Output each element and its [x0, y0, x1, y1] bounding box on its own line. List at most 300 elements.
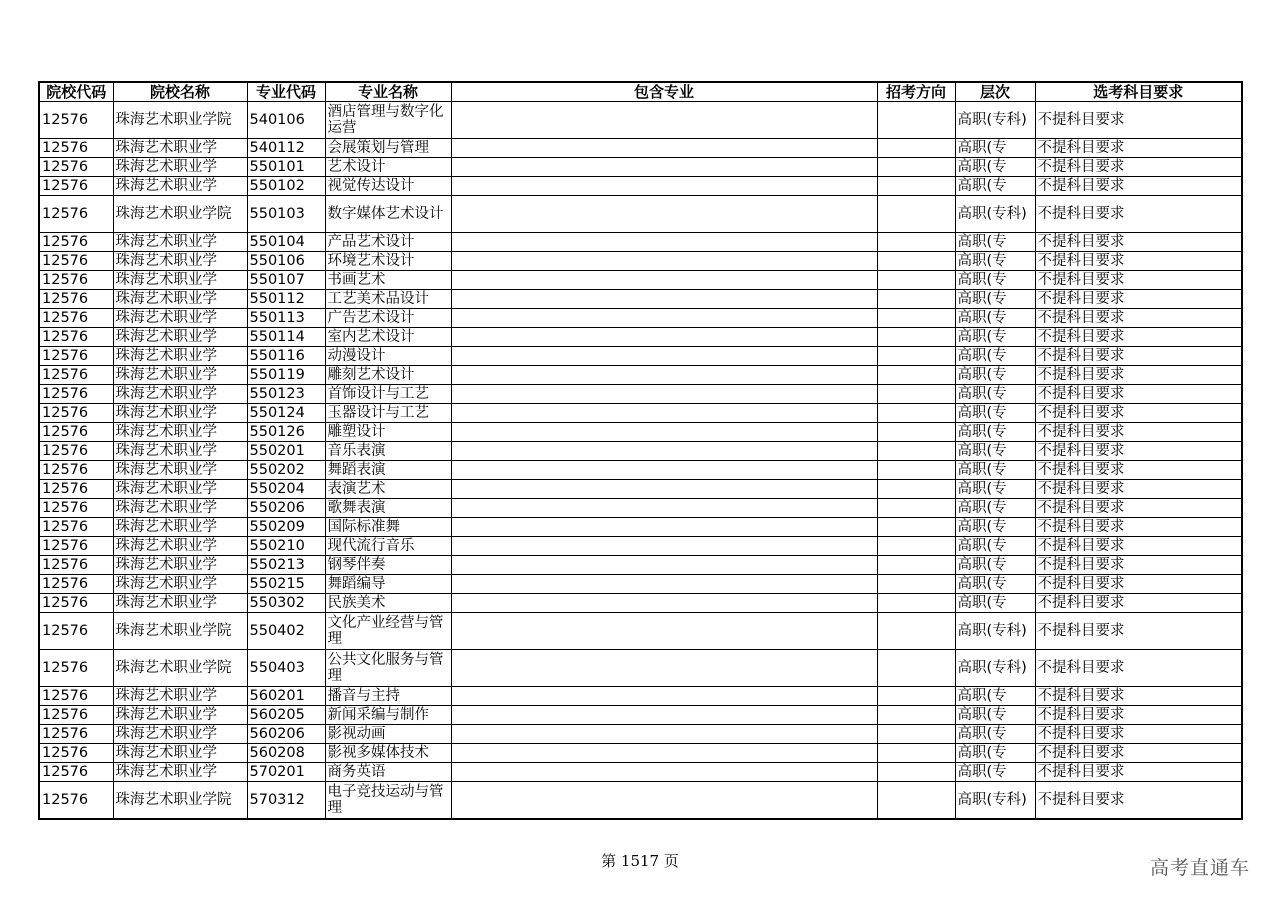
cell-subject-requirement: 不提科目要求 — [1035, 499, 1242, 518]
cell-school-code: 12576 — [39, 782, 113, 820]
cell-included-majors — [451, 499, 877, 518]
cell-level: 高职(专科) — [955, 102, 1035, 139]
header-school-code: 院校代码 — [39, 82, 113, 102]
cell-subject-requirement: 不提科目要求 — [1035, 196, 1242, 233]
cell-school-code: 12576 — [39, 744, 113, 763]
cell-major-code: 560201 — [247, 687, 325, 706]
cell-included-majors — [451, 423, 877, 442]
cell-school-name: 珠海艺术职业学 — [113, 537, 247, 556]
cell-included-majors — [451, 366, 877, 385]
cell-school-name: 珠海艺术职业学 — [113, 309, 247, 328]
cell-subject-requirement: 不提科目要求 — [1035, 177, 1242, 196]
cell-direction — [877, 537, 955, 556]
cell-level: 高职(专 — [955, 271, 1035, 290]
table-row — [39, 102, 1242, 139]
cell-school-name: 珠海艺术职业学院 — [113, 782, 247, 820]
cell-major-code: 550123 — [247, 385, 325, 404]
cell-major-name: 影视多媒体技术 — [325, 744, 451, 763]
admissions-table — [38, 81, 1243, 820]
cell-major-code: 550210 — [247, 537, 325, 556]
cell-subject-requirement: 不提科目要求 — [1035, 706, 1242, 725]
cell-major-code: 550112 — [247, 290, 325, 309]
cell-level: 高职(专 — [955, 139, 1035, 158]
cell-included-majors — [451, 687, 877, 706]
table-row — [39, 706, 1242, 725]
table-row — [39, 309, 1242, 328]
table-row — [39, 744, 1242, 763]
cell-major-code: 560208 — [247, 744, 325, 763]
cell-subject-requirement: 不提科目要求 — [1035, 347, 1242, 366]
cell-included-majors — [451, 328, 877, 347]
cell-direction — [877, 782, 955, 820]
cell-school-name: 珠海艺术职业学 — [113, 480, 247, 499]
watermark: 高考直通车 — [1149, 857, 1250, 879]
cell-major-name: 播音与主持 — [325, 687, 451, 706]
cell-level: 高职(专 — [955, 290, 1035, 309]
cell-school-name: 珠海艺术职业学 — [113, 744, 247, 763]
cell-school-code: 12576 — [39, 556, 113, 575]
cell-level: 高职(专 — [955, 763, 1035, 782]
cell-direction — [877, 252, 955, 271]
cell-included-majors — [451, 461, 877, 480]
cell-subject-requirement: 不提科目要求 — [1035, 518, 1242, 537]
table-row — [39, 650, 1242, 687]
cell-included-majors — [451, 480, 877, 499]
cell-major-code: 550126 — [247, 423, 325, 442]
table-row — [39, 480, 1242, 499]
table-row — [39, 537, 1242, 556]
cell-school-code: 12576 — [39, 442, 113, 461]
cell-school-name: 珠海艺术职业学 — [113, 594, 247, 613]
cell-major-code: 550104 — [247, 233, 325, 252]
cell-subject-requirement: 不提科目要求 — [1035, 442, 1242, 461]
cell-major-name: 表演艺术 — [325, 480, 451, 499]
cell-level: 高职(专 — [955, 687, 1035, 706]
table-row — [39, 613, 1242, 650]
cell-subject-requirement: 不提科目要求 — [1035, 480, 1242, 499]
cell-school-name: 珠海艺术职业学 — [113, 763, 247, 782]
cell-major-name: 书画艺术 — [325, 271, 451, 290]
header-direction: 招考方向 — [877, 82, 955, 102]
cell-subject-requirement: 不提科目要求 — [1035, 687, 1242, 706]
cell-level: 高职(专科) — [955, 196, 1035, 233]
cell-included-majors — [451, 233, 877, 252]
cell-school-code: 12576 — [39, 537, 113, 556]
cell-major-code: 550116 — [247, 347, 325, 366]
cell-major-code: 570201 — [247, 763, 325, 782]
cell-subject-requirement: 不提科目要求 — [1035, 102, 1242, 139]
cell-direction — [877, 177, 955, 196]
cell-school-name: 珠海艺术职业学 — [113, 347, 247, 366]
cell-direction — [877, 556, 955, 575]
cell-direction — [877, 763, 955, 782]
cell-school-name: 珠海艺术职业学 — [113, 290, 247, 309]
table-row — [39, 404, 1242, 423]
cell-major-name: 数字媒体艺术设计 — [325, 196, 451, 233]
table-row — [39, 782, 1242, 820]
cell-subject-requirement: 不提科目要求 — [1035, 309, 1242, 328]
cell-school-name: 珠海艺术职业学院 — [113, 650, 247, 687]
cell-direction — [877, 385, 955, 404]
cell-subject-requirement: 不提科目要求 — [1035, 423, 1242, 442]
table-row — [39, 725, 1242, 744]
cell-level: 高职(专 — [955, 594, 1035, 613]
cell-level: 高职(专 — [955, 725, 1035, 744]
cell-major-name: 公共文化服务与管理 — [325, 650, 451, 687]
cell-included-majors — [451, 177, 877, 196]
cell-level: 高职(专 — [955, 499, 1035, 518]
cell-level: 高职(专 — [955, 366, 1035, 385]
header-major-code: 专业代码 — [247, 82, 325, 102]
cell-school-code: 12576 — [39, 518, 113, 537]
cell-school-name: 珠海艺术职业学 — [113, 499, 247, 518]
cell-included-majors — [451, 556, 877, 575]
cell-school-code: 12576 — [39, 385, 113, 404]
cell-level: 高职(专 — [955, 423, 1035, 442]
cell-level: 高职(专 — [955, 461, 1035, 480]
cell-subject-requirement: 不提科目要求 — [1035, 366, 1242, 385]
table-row — [39, 423, 1242, 442]
cell-school-name: 珠海艺术职业学 — [113, 139, 247, 158]
cell-school-name: 珠海艺术职业学 — [113, 442, 247, 461]
cell-school-code: 12576 — [39, 139, 113, 158]
cell-school-code: 12576 — [39, 650, 113, 687]
cell-included-majors — [451, 139, 877, 158]
table-row — [39, 518, 1242, 537]
cell-subject-requirement: 不提科目要求 — [1035, 763, 1242, 782]
cell-direction — [877, 404, 955, 423]
cell-included-majors — [451, 271, 877, 290]
table-row — [39, 499, 1242, 518]
cell-major-code: 550403 — [247, 650, 325, 687]
cell-school-code: 12576 — [39, 196, 113, 233]
table-row — [39, 385, 1242, 404]
cell-major-code: 540112 — [247, 139, 325, 158]
cell-school-name: 珠海艺术职业学 — [113, 366, 247, 385]
cell-major-name: 动漫设计 — [325, 347, 451, 366]
cell-included-majors — [451, 196, 877, 233]
cell-level: 高职(专 — [955, 556, 1035, 575]
table-row — [39, 328, 1242, 347]
cell-subject-requirement: 不提科目要求 — [1035, 158, 1242, 177]
cell-major-code: 550102 — [247, 177, 325, 196]
cell-major-code: 550215 — [247, 575, 325, 594]
table-row — [39, 252, 1242, 271]
cell-direction — [877, 575, 955, 594]
cell-school-code: 12576 — [39, 725, 113, 744]
cell-direction — [877, 706, 955, 725]
cell-subject-requirement: 不提科目要求 — [1035, 537, 1242, 556]
header-school-name: 院校名称 — [113, 82, 247, 102]
cell-direction — [877, 328, 955, 347]
cell-major-name: 环境艺术设计 — [325, 252, 451, 271]
cell-subject-requirement: 不提科目要求 — [1035, 782, 1242, 820]
cell-major-code: 550202 — [247, 461, 325, 480]
cell-major-name: 玉器设计与工艺 — [325, 404, 451, 423]
cell-level: 高职(专 — [955, 252, 1035, 271]
cell-school-name: 珠海艺术职业学院 — [113, 613, 247, 650]
cell-direction — [877, 233, 955, 252]
cell-included-majors — [451, 102, 877, 139]
cell-major-code: 550213 — [247, 556, 325, 575]
header-level: 层次 — [955, 82, 1035, 102]
cell-subject-requirement: 不提科目要求 — [1035, 139, 1242, 158]
cell-direction — [877, 480, 955, 499]
cell-major-code: 550124 — [247, 404, 325, 423]
cell-major-name: 文化产业经营与管理 — [325, 613, 451, 650]
cell-major-name: 歌舞表演 — [325, 499, 451, 518]
header-included-majors: 包含专业 — [451, 82, 877, 102]
cell-school-code: 12576 — [39, 404, 113, 423]
cell-level: 高职(专 — [955, 706, 1035, 725]
cell-school-code: 12576 — [39, 594, 113, 613]
cell-direction — [877, 518, 955, 537]
cell-major-code: 550103 — [247, 196, 325, 233]
cell-included-majors — [451, 575, 877, 594]
cell-school-code: 12576 — [39, 423, 113, 442]
cell-major-name: 酒店管理与数字化运营 — [325, 102, 451, 139]
cell-school-code: 12576 — [39, 347, 113, 366]
cell-level: 高职(专 — [955, 442, 1035, 461]
cell-major-code: 560206 — [247, 725, 325, 744]
cell-level: 高职(专 — [955, 404, 1035, 423]
cell-subject-requirement: 不提科目要求 — [1035, 328, 1242, 347]
cell-direction — [877, 442, 955, 461]
cell-subject-requirement: 不提科目要求 — [1035, 594, 1242, 613]
cell-school-code: 12576 — [39, 252, 113, 271]
cell-included-majors — [451, 252, 877, 271]
cell-direction — [877, 687, 955, 706]
cell-school-name: 珠海艺术职业学 — [113, 575, 247, 594]
header-subject-requirement: 选考科目要求 — [1035, 82, 1242, 102]
table-row — [39, 461, 1242, 480]
cell-level: 高职(专 — [955, 347, 1035, 366]
cell-major-code: 550101 — [247, 158, 325, 177]
cell-school-name: 珠海艺术职业学 — [113, 271, 247, 290]
cell-subject-requirement: 不提科目要求 — [1035, 744, 1242, 763]
cell-direction — [877, 158, 955, 177]
cell-included-majors — [451, 290, 877, 309]
cell-school-name: 珠海艺术职业学 — [113, 177, 247, 196]
cell-school-name: 珠海艺术职业学 — [113, 706, 247, 725]
cell-level: 高职(专 — [955, 575, 1035, 594]
cell-subject-requirement: 不提科目要求 — [1035, 404, 1242, 423]
cell-school-name: 珠海艺术职业学 — [113, 233, 247, 252]
cell-included-majors — [451, 442, 877, 461]
cell-level: 高职(专 — [955, 480, 1035, 499]
table-row — [39, 687, 1242, 706]
cell-school-name: 珠海艺术职业学 — [113, 252, 247, 271]
cell-school-name: 珠海艺术职业学院 — [113, 102, 247, 139]
cell-major-code: 550107 — [247, 271, 325, 290]
cell-level: 高职(专 — [955, 158, 1035, 177]
cell-major-code: 560205 — [247, 706, 325, 725]
cell-level: 高职(专 — [955, 385, 1035, 404]
cell-major-name: 广告艺术设计 — [325, 309, 451, 328]
cell-major-code: 550204 — [247, 480, 325, 499]
cell-direction — [877, 347, 955, 366]
cell-major-name: 新闻采编与制作 — [325, 706, 451, 725]
cell-major-code: 550114 — [247, 328, 325, 347]
cell-school-name: 珠海艺术职业学 — [113, 556, 247, 575]
cell-major-name: 会展策划与管理 — [325, 139, 451, 158]
cell-major-name: 产品艺术设计 — [325, 233, 451, 252]
cell-included-majors — [451, 347, 877, 366]
cell-school-name: 珠海艺术职业学 — [113, 404, 247, 423]
cell-included-majors — [451, 385, 877, 404]
cell-level: 高职(专 — [955, 309, 1035, 328]
cell-included-majors — [451, 158, 877, 177]
cell-level: 高职(专 — [955, 744, 1035, 763]
cell-major-name: 雕塑设计 — [325, 423, 451, 442]
cell-direction — [877, 102, 955, 139]
cell-major-name: 影视动画 — [325, 725, 451, 744]
cell-major-name: 视觉传达设计 — [325, 177, 451, 196]
table-row — [39, 575, 1242, 594]
cell-major-name: 首饰设计与工艺 — [325, 385, 451, 404]
cell-major-name: 民族美术 — [325, 594, 451, 613]
cell-subject-requirement: 不提科目要求 — [1035, 650, 1242, 687]
cell-direction — [877, 423, 955, 442]
cell-level: 高职(专科) — [955, 650, 1035, 687]
cell-subject-requirement: 不提科目要求 — [1035, 233, 1242, 252]
cell-direction — [877, 290, 955, 309]
cell-major-code: 540106 — [247, 102, 325, 139]
cell-direction — [877, 650, 955, 687]
cell-major-code: 550402 — [247, 613, 325, 650]
cell-school-name: 珠海艺术职业学 — [113, 328, 247, 347]
cell-school-code: 12576 — [39, 480, 113, 499]
cell-major-name: 雕刻艺术设计 — [325, 366, 451, 385]
cell-subject-requirement: 不提科目要求 — [1035, 461, 1242, 480]
cell-major-name: 艺术设计 — [325, 158, 451, 177]
table-row — [39, 763, 1242, 782]
cell-major-name: 舞蹈编导 — [325, 575, 451, 594]
cell-level: 高职(专 — [955, 537, 1035, 556]
table-row — [39, 366, 1242, 385]
cell-direction — [877, 613, 955, 650]
cell-level: 高职(专 — [955, 233, 1035, 252]
cell-school-name: 珠海艺术职业学 — [113, 385, 247, 404]
table-row — [39, 158, 1242, 177]
cell-included-majors — [451, 763, 877, 782]
cell-major-code: 550302 — [247, 594, 325, 613]
cell-included-majors — [451, 613, 877, 650]
cell-school-code: 12576 — [39, 233, 113, 252]
cell-school-code: 12576 — [39, 177, 113, 196]
page-number: 第 1517 页 — [601, 852, 679, 870]
cell-included-majors — [451, 782, 877, 820]
cell-included-majors — [451, 706, 877, 725]
cell-major-code: 550201 — [247, 442, 325, 461]
cell-direction — [877, 461, 955, 480]
cell-level: 高职(专 — [955, 177, 1035, 196]
table-row — [39, 196, 1242, 233]
table-row — [39, 271, 1242, 290]
cell-school-code: 12576 — [39, 102, 113, 139]
cell-major-name: 音乐表演 — [325, 442, 451, 461]
cell-major-name: 国际标准舞 — [325, 518, 451, 537]
cell-direction — [877, 309, 955, 328]
cell-school-code: 12576 — [39, 328, 113, 347]
header-major-name: 专业名称 — [325, 82, 451, 102]
cell-major-code: 550106 — [247, 252, 325, 271]
cell-school-code: 12576 — [39, 158, 113, 177]
cell-major-name: 舞蹈表演 — [325, 461, 451, 480]
cell-subject-requirement: 不提科目要求 — [1035, 290, 1242, 309]
table-body — [39, 102, 1242, 820]
cell-school-code: 12576 — [39, 461, 113, 480]
cell-major-code: 550206 — [247, 499, 325, 518]
cell-major-code: 550209 — [247, 518, 325, 537]
cell-direction — [877, 366, 955, 385]
cell-school-name: 珠海艺术职业学 — [113, 725, 247, 744]
cell-school-code: 12576 — [39, 499, 113, 518]
cell-level: 高职(专科) — [955, 782, 1035, 820]
cell-direction — [877, 196, 955, 233]
cell-major-name: 钢琴伴奏 — [325, 556, 451, 575]
cell-school-code: 12576 — [39, 309, 113, 328]
cell-school-code: 12576 — [39, 271, 113, 290]
cell-direction — [877, 139, 955, 158]
cell-direction — [877, 725, 955, 744]
cell-school-code: 12576 — [39, 613, 113, 650]
table-row — [39, 233, 1242, 252]
cell-school-code: 12576 — [39, 763, 113, 782]
cell-school-name: 珠海艺术职业学 — [113, 518, 247, 537]
cell-subject-requirement: 不提科目要求 — [1035, 385, 1242, 404]
cell-school-code: 12576 — [39, 575, 113, 594]
cell-direction — [877, 594, 955, 613]
cell-subject-requirement: 不提科目要求 — [1035, 271, 1242, 290]
cell-included-majors — [451, 537, 877, 556]
cell-school-code: 12576 — [39, 366, 113, 385]
cell-major-name: 现代流行音乐 — [325, 537, 451, 556]
cell-included-majors — [451, 309, 877, 328]
table-row — [39, 347, 1242, 366]
cell-school-name: 珠海艺术职业学 — [113, 423, 247, 442]
cell-school-name: 珠海艺术职业学 — [113, 687, 247, 706]
cell-included-majors — [451, 725, 877, 744]
cell-subject-requirement: 不提科目要求 — [1035, 613, 1242, 650]
cell-included-majors — [451, 594, 877, 613]
cell-level: 高职(专科) — [955, 613, 1035, 650]
table-row — [39, 290, 1242, 309]
cell-included-majors — [451, 518, 877, 537]
cell-subject-requirement: 不提科目要求 — [1035, 725, 1242, 744]
cell-level: 高职(专 — [955, 518, 1035, 537]
table-row — [39, 556, 1242, 575]
cell-subject-requirement: 不提科目要求 — [1035, 575, 1242, 594]
cell-school-code: 12576 — [39, 290, 113, 309]
cell-major-code: 550119 — [247, 366, 325, 385]
cell-subject-requirement: 不提科目要求 — [1035, 556, 1242, 575]
cell-school-code: 12576 — [39, 687, 113, 706]
cell-major-name: 商务英语 — [325, 763, 451, 782]
table-row — [39, 442, 1242, 461]
cell-major-name: 工艺美术品设计 — [325, 290, 451, 309]
cell-major-code: 570312 — [247, 782, 325, 820]
cell-included-majors — [451, 744, 877, 763]
cell-direction — [877, 744, 955, 763]
cell-subject-requirement: 不提科目要求 — [1035, 252, 1242, 271]
cell-included-majors — [451, 650, 877, 687]
cell-level: 高职(专 — [955, 328, 1035, 347]
table-row — [39, 139, 1242, 158]
cell-direction — [877, 271, 955, 290]
cell-school-name: 珠海艺术职业学 — [113, 461, 247, 480]
cell-major-code: 550113 — [247, 309, 325, 328]
